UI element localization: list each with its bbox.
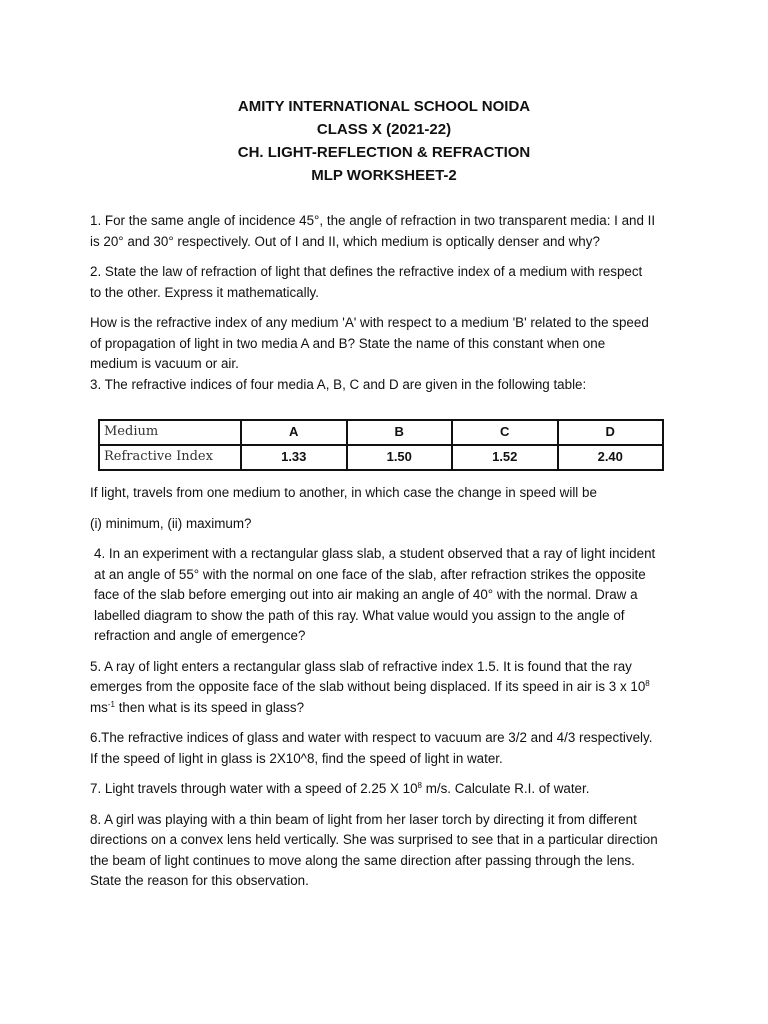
class-title: CLASS X (2021-22): [316, 121, 452, 138]
question-4: 4. In an experiment with a rectangular glass slab, a student observed that a ray of light incident at an angle of 55° with the normal on one face of the slab, after refraction strikes the opposite face of the slab before emerging out into air making an angle of 40° with the normal. Draw a labelled diagram to show the path of this ray. What value would you assign to the angle of refraction and angle of emergence?: [94, 546, 656, 643]
question-2: 2. State the law of refraction of light that defines the refractive index of a medium with respect to the other. Express it mathematically. How is the refractive index of any medium 'A' with respect to a medium 'B' related to the speed of propagation of light in two media A and B? State the name of this constant when one medium is vacuum or air.: [90, 264, 649, 371]
table-cell: A: [241, 420, 347, 445]
question-8: 8. A girl was playing with a thin beam of light from her laser torch by directing it from different directions on a convex lens held vertically. She was surprised to see that in a particular direction the beam of light continues to move along the same direction after passing through the lens. State the reason for this observation.: [90, 811, 658, 888]
refractive-index-table-wrap: [98, 419, 690, 471]
table-cell: Medium: [99, 420, 241, 445]
question-3: 3. The refractive indices of four media A, B, C and D are given in the following table: Medium A B C D Refractive Index 1.33 1.50 1.52 2.40 If light, travels from one medium to another, in which case the change in speed will be (i) minimum, (ii) maximum?: [90, 375, 690, 535]
question-5: 5. A ray of light enters a rectangular glass slab of refractive index 1.5. It is found that the ray emerges from the opposite face of the slab without being displaced. If its speed in air is 3 x $10^8$ $ms^{-1}$ then what is its speed in glass?: [90, 658, 650, 715]
refractive-index-table: [98, 419, 664, 471]
table-cell: B: [347, 420, 453, 445]
table-cell: C: [452, 420, 558, 445]
worksheet-header: [0, 95, 768, 187]
worksheet-title: MLP WORKSHEET-2: [311, 167, 457, 184]
table-row: [99, 420, 663, 445]
question-1: 1. For the same angle of incidence 45°, the angle of refraction in two transparent media: I and II is 20° and 30° respectively. Out of I and II, which medium is optically denser and why?: [90, 213, 656, 249]
table-cell: 1.33: [241, 445, 347, 470]
table-cell: 1.50: [347, 445, 453, 470]
table-cell: 2.40: [558, 445, 664, 470]
table-cell: Refractive Index: [99, 445, 241, 470]
table-cell: D: [558, 420, 664, 445]
chapter-title: CH. LIGHT-REFLECTION & REFRACTION: [237, 144, 531, 161]
table-row: [99, 445, 663, 470]
question-7: 7. Light travels through water with a speed of 2.25 X $10^8$ m/s. Calculate R.I. of water.: [90, 781, 590, 796]
question-6: 6.The refractive indices of glass and water with respect to vacuum are 3/2 and 4/3 respectively. If the speed of light in glass is 2X10^8, find the speed of light in water.: [90, 730, 653, 766]
table-cell: 1.52: [452, 445, 558, 470]
worksheet-body: [90, 211, 690, 892]
school-name: AMITY INTERNATIONAL SCHOOL NOIDA: [237, 98, 531, 115]
